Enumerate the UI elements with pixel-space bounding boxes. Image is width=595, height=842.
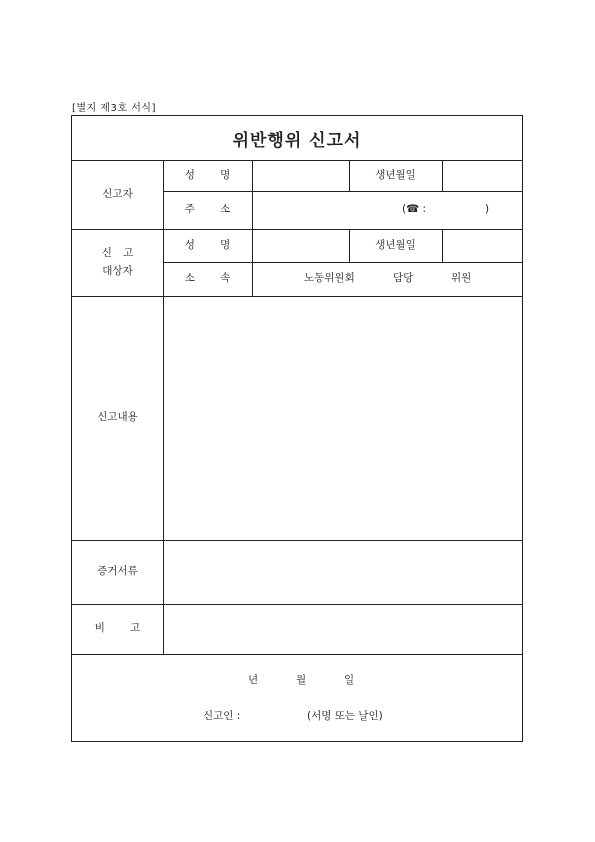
form-reference: [별지 제3호 서식] <box>72 103 156 114</box>
subject-section-label-line2: 대상자 <box>102 264 133 277</box>
subject-affiliation-label: 소 속 <box>184 272 231 285</box>
remarks-field[interactable] <box>163 604 522 654</box>
reporter-birthdate-label: 생년월일 <box>375 169 416 182</box>
divider-reporter-birth-left <box>349 161 350 191</box>
divider-evidence-bottom <box>72 604 522 605</box>
divider-remarks-bottom <box>72 654 522 655</box>
content-field[interactable] <box>163 296 522 540</box>
subject-affiliation-field[interactable] <box>252 262 522 296</box>
divider-subject-mid <box>163 262 522 263</box>
reporter-section-label: 신고자 <box>102 188 133 201</box>
divider-content-bottom <box>72 540 522 541</box>
divider-subject-bottom <box>72 296 522 297</box>
remarks-label: 비 고 <box>94 622 141 635</box>
subject-name-label: 성 명 <box>184 238 231 251</box>
reporter-address-label: 주 소 <box>184 203 231 216</box>
month-label: 월 <box>296 674 307 686</box>
evidence-field[interactable] <box>163 540 522 604</box>
subject-section-label-line1: 신 고 <box>101 246 134 259</box>
reporter-name-label: 성 명 <box>184 169 231 182</box>
subject-section-label <box>72 229 163 296</box>
evidence-label: 증거서류 <box>97 565 138 578</box>
subject-birthdate-label: 생년월일 <box>375 238 416 251</box>
in-charge-text: 담당 <box>393 272 414 285</box>
reporter-address-field[interactable] <box>252 191 522 229</box>
phone-label-close: ) <box>485 203 490 216</box>
divider-sublabel-column <box>252 161 253 296</box>
footer-signature-area <box>72 654 522 740</box>
divider-reporter-mid <box>163 191 522 192</box>
reporter-name-field[interactable] <box>252 161 349 191</box>
content-label: 신고내용 <box>97 411 138 424</box>
divider-subject-birth-left <box>349 229 350 262</box>
divider-label-column <box>163 161 164 654</box>
member-text: 위원 <box>451 272 472 285</box>
phone-label-open: (☎ : <box>402 203 427 216</box>
subject-name-field[interactable] <box>252 229 349 262</box>
divider-reporter-birth-right <box>442 161 443 191</box>
day-label: 일 <box>344 674 355 686</box>
committee-text: 노동위원회 <box>304 272 355 285</box>
divider-subject-birth-right <box>442 229 443 262</box>
subject-birthdate-field[interactable] <box>442 229 522 262</box>
report-form <box>71 115 523 742</box>
reporter-sign-label: 신고인 : <box>203 710 241 722</box>
reporter-birthdate-field[interactable] <box>442 161 522 191</box>
divider-reporter-bottom <box>72 229 522 230</box>
form-title: 위반행위 신고서 <box>72 116 522 161</box>
sign-note: (서명 또는 날인) <box>307 710 383 722</box>
year-label: 년 <box>248 674 259 686</box>
